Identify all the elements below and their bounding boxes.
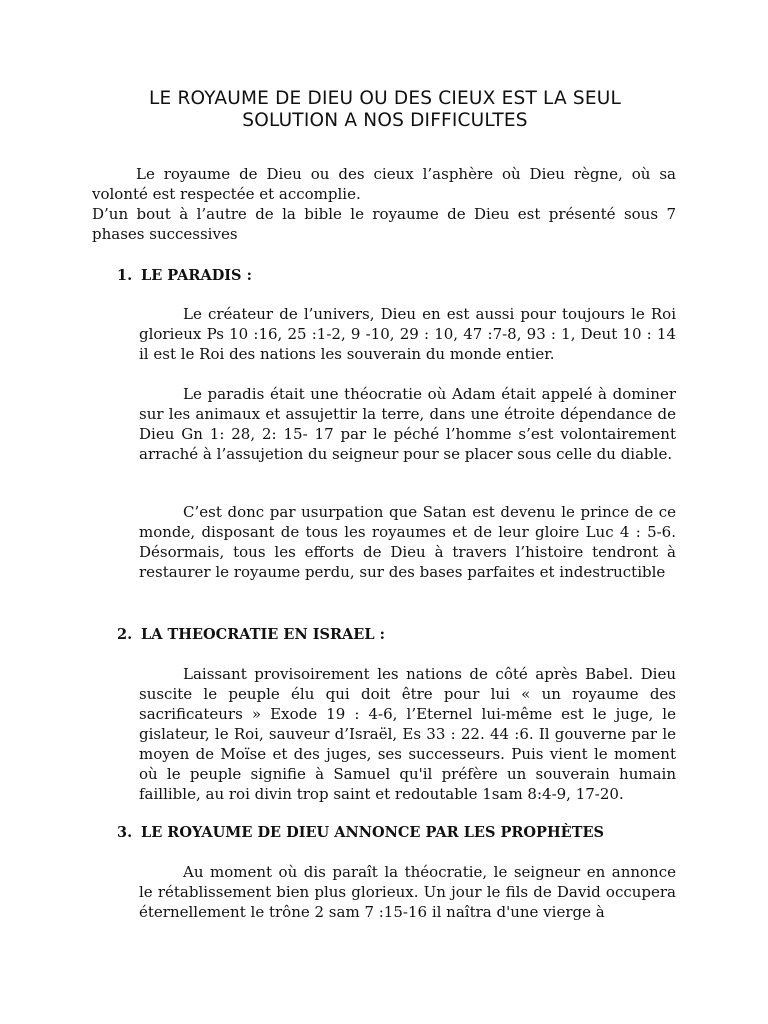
intro-paragraph-1: Le royaume de Dieu ou des cieux l’asphère où Dieu règne, où sa volonté est respectée et accomplie.: [92, 165, 676, 203]
intro: [92, 164, 676, 244]
section-1-paragraph-1: Le créateur de l’univers, Dieu en est aussi pour toujours le Roi glorieux Ps 10 :16, 25 :1-2, 9 -10, 29 : 10, 47 :7-8, 93 : 1, Deut 10 : 14 il est le Roi des nations les souverain du monde entier.: [139, 305, 676, 363]
section-2-number: 2.: [117, 626, 133, 643]
intro-paragraph-2: D’un bout à l’autre de la bible le royaume de Dieu est présenté sous 7 phases successives: [92, 205, 676, 243]
section-2-paragraph-1: Laissant provisoirement les nations de côté après Babel. Dieu suscite le peuple élu qui doit être pour lui « un royaume des sacrificateurs » Exode 19 : 4-6, l’Eternel lui-même est le juge, le gislateur, le Roi, sauveur d’Israël, Es 33 : 22. 44 :6. Il gouverne par le moyen de Moïse et des juges, ses successeurs. Puis vient le moment où le peuple signifie à Samuel qu'il préfère un souverain humain faillible, au roi divin trop saint et redoutable 1sam 8:4-9, 17-20.: [139, 665, 676, 803]
title-line-2: SOLUTION A NOS DIFFICULTES: [242, 110, 528, 131]
section-1-number: 1.: [117, 267, 133, 284]
section-2-title: LA THEOCRATIE EN ISRAEL :: [141, 626, 385, 643]
section-3-title: LE ROYAUME DE DIEU ANNONCE PAR LES PROPHÈTES: [141, 824, 605, 841]
section-2-heading: [117, 625, 385, 645]
section-3-paragraph-1: Au moment où dis paraît la théocratie, le seigneur en annonce le rétablissement bien plus glorieux. Un jour le fils de David occupera éternellement le trône 2 sam 7 :15-16 il naîtra d'une vierge à: [139, 863, 676, 921]
title-line-1: LE ROYAUME DE DIEU OU DES CIEUX EST LA SEUL: [149, 88, 621, 109]
section-1-title: LE PARADIS :: [141, 267, 252, 284]
section-1-heading: [117, 266, 252, 286]
section-1-paragraph-3: C’est donc par usurpation que Satan est devenu le prince de ce monde, disposant de tous les royaumes et de leur gloire Luc 4 : 5-6. Désormais, tous les efforts de Dieu à travers l’histoire tendront à restaurer le royaume perdu, sur des bases parfaites et indestructible: [139, 503, 676, 581]
section-1-paragraph-2: Le paradis était une théocratie où Adam était appelé à dominer sur les animaux et assujettir la terre, dans une étroite dépendance de Dieu Gn 1: 28, 2: 15- 17 par le péché l’homme s’est volontairement arraché à l’assujetion du seigneur pour se placer sous celle du diable.: [139, 385, 676, 463]
section-3-heading: [117, 823, 604, 843]
section-3-number: 3.: [117, 824, 133, 841]
page-title: [90, 88, 680, 132]
